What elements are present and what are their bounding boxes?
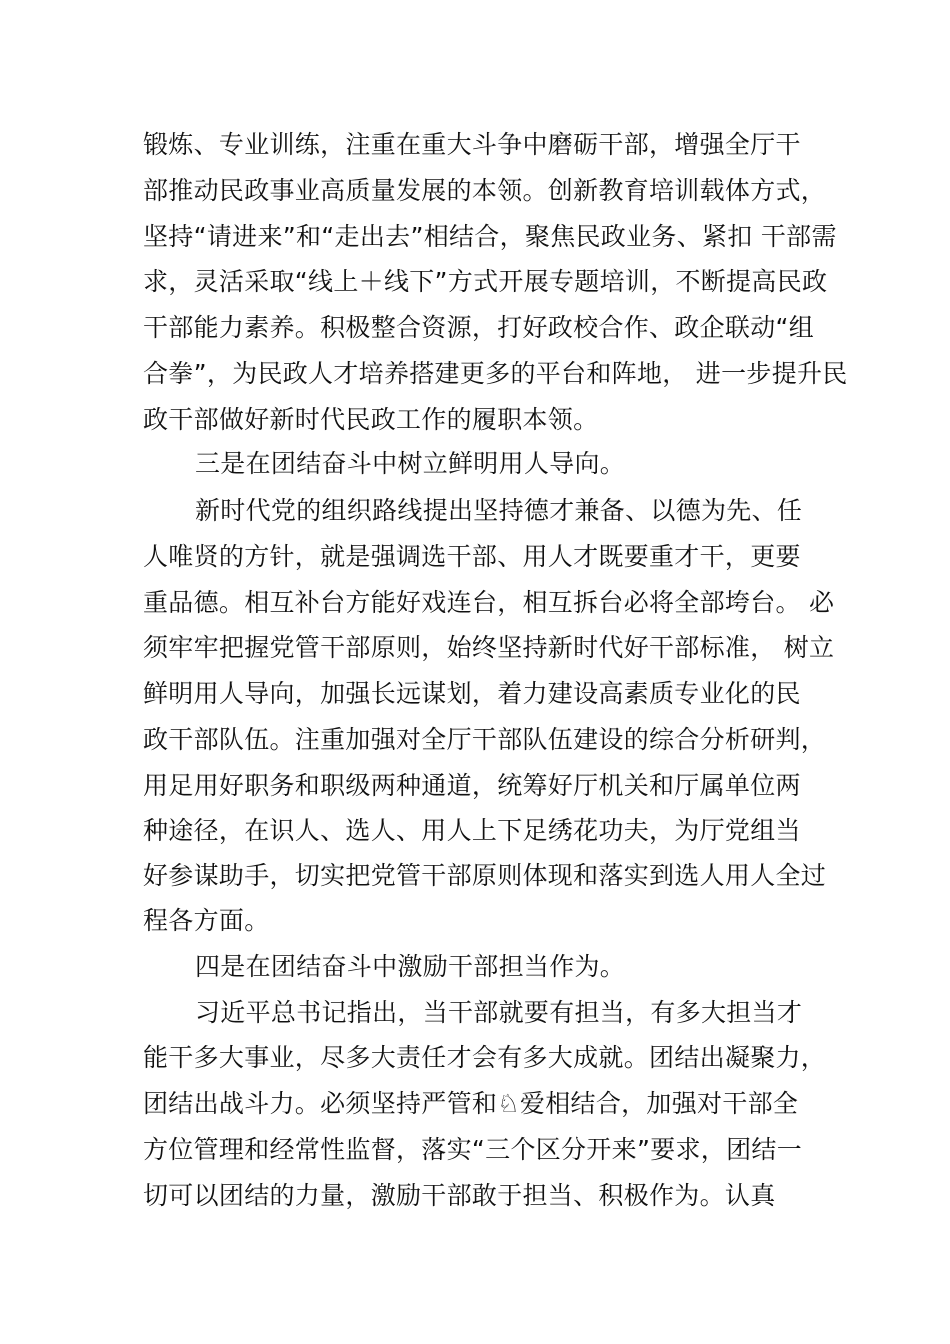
- text-line: 锻炼、专业训练，注重在重大斗争中磨砺干部，增强全厅干: [143, 130, 801, 159]
- text-line: 好参谋助手，切实把党管干部原则体现和落实到选人用人全过: [143, 861, 827, 890]
- text-line: 团结出战斗力。必须坚持严管和♘爱相结合，加强对干部全: [143, 1089, 799, 1118]
- text-line: 须牢牢把握党管干部原则，始终坚持新时代好干部标准， 树立: [143, 633, 835, 662]
- text-line: 坚持“请进来”和“走出去”相结合，聚焦民政业务、紧扣 干部需: [143, 222, 837, 251]
- section-heading: 四是在团结奋斗中激励干部担当作为。: [195, 952, 626, 981]
- text-line: 干部能力素养。积极整合资源，打好政校合作、政企联动“组: [143, 313, 815, 342]
- text-line: 人唯贤的方针，就是强调选干部、用人才既要重才干，更要: [143, 542, 801, 571]
- text-line: 习近平总书记指出，当干部就要有担当，有多大担当才: [195, 998, 803, 1027]
- text-line: 鲜明用人导向，加强长远谋划，着力建设高素质专业化的民: [143, 679, 801, 708]
- text-line: 用足用好职务和职级两种通道，统筹好厅机关和厅属单位两: [143, 771, 801, 800]
- text-line: 部推动民政事业高质量发展的本领。创新教育培训载体方式，: [143, 176, 827, 205]
- text-line: 求，灵活采取“线上＋线下”方式开展专题培训，不断提高民政: [143, 267, 828, 296]
- text-line: 切可以团结的力量，激励干部敢于担当、积极作为。认真: [143, 1181, 776, 1210]
- section-heading: 三是在团结奋斗中树立鲜明用人导向。: [195, 449, 626, 478]
- text-line: 新时代党的组织路线提出坚持德才兼备、以德为先、任: [195, 496, 803, 525]
- text-line: 程各方面。: [143, 906, 270, 935]
- text-line: 政干部做好新时代民政工作的履职本领。: [143, 405, 599, 434]
- text-line: 合拳”，为民政人才培养搭建更多的平台和阵地， 进一步提升民: [143, 359, 848, 388]
- text-line: 政干部队伍。注重加强对全厅干部队伍建设的综合分析研判，: [143, 725, 827, 754]
- text-line: 种途径，在识人、选人、用人上下足绣花功夫，为厅党组当: [143, 816, 801, 845]
- text-line: 能干多大事业，尽多大责任才会有多大成就。团结出凝聚力，: [143, 1043, 827, 1072]
- text-line: 方位管理和经常性监督，落实“三个区分开来”要求，团结一: [143, 1135, 803, 1164]
- text-line: 重品德。相互补台方能好戏连台，相互拆台必将全部垮台。 必: [143, 588, 835, 617]
